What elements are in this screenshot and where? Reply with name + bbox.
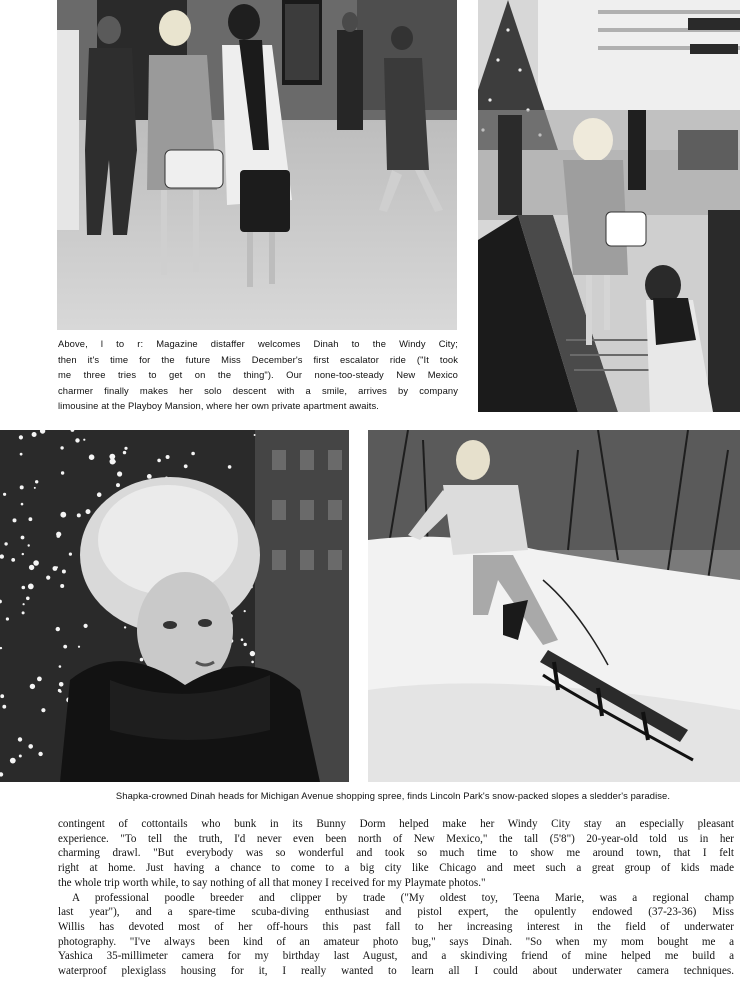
- photo-airport-arrival: [57, 0, 457, 330]
- tree-light: [33, 560, 39, 566]
- tree-light: [20, 453, 23, 456]
- body-line: A professional poodle breeder and clipper by trade ("My oldest toy, Teena Marie, was a regional champ: [72, 891, 734, 904]
- tree-light: [21, 536, 25, 540]
- tree-light: [244, 610, 246, 612]
- body-line: the whole trip worth while, to say nothing of all that money I received for my Playmate photos.": [58, 876, 486, 889]
- tree-light: [97, 492, 102, 497]
- tree-light: [11, 558, 15, 562]
- tree-light: [123, 451, 126, 454]
- tree-light: [83, 439, 85, 441]
- body-line: contingent of cottontails who bunk in its Bunny Dorm helped make her Windy City stay an especially pleasant: [58, 818, 734, 830]
- caption-line: limousine at the Playboy Mansion, where her own private apartment awaits.: [58, 400, 380, 411]
- tree-light: [26, 597, 30, 601]
- tree-light: [63, 645, 67, 649]
- photo-escalator-ride: [478, 0, 740, 412]
- tree-light: [166, 455, 170, 459]
- tree-light: [4, 542, 7, 545]
- tree-light: [30, 684, 35, 689]
- tree-light: [116, 483, 120, 487]
- tree-light: [60, 512, 66, 518]
- tree-light: [140, 658, 144, 662]
- shapka-photo-graphic: [0, 430, 349, 782]
- tree-light: [6, 617, 9, 620]
- tree-light: [37, 677, 42, 682]
- tree-light: [56, 627, 60, 631]
- tree-light: [78, 646, 80, 648]
- tree-light: [244, 643, 247, 646]
- photo-sledding: [368, 430, 740, 782]
- body-line: charming drawl. "But everybody was so wonderful and took so much time to show me around town, that I felt: [58, 847, 734, 860]
- tree-light: [62, 570, 66, 574]
- tree-light: [34, 487, 36, 489]
- tree-light: [0, 694, 4, 698]
- tree-light: [10, 758, 16, 764]
- tree-light: [46, 576, 50, 580]
- photo-shapka-portrait: [0, 430, 349, 782]
- sled-photo-graphic: [368, 430, 740, 782]
- tree-light: [58, 689, 61, 692]
- tree-light: [86, 509, 91, 514]
- tree-light: [124, 447, 127, 450]
- body-line: last year"), and a spare-time scuba-diving enthusiast and pistol expert, the opulently endowed (37-23-36) Miss: [58, 906, 734, 919]
- body-paragraph-1: [58, 817, 734, 891]
- top-photo-caption: [58, 336, 458, 414]
- tree-light: [18, 737, 22, 741]
- escalator-photo-graphic: [478, 0, 740, 412]
- tree-light: [254, 434, 256, 436]
- tree-light: [13, 518, 17, 522]
- tree-light: [60, 446, 63, 449]
- tree-light: [157, 459, 161, 463]
- tree-light: [59, 682, 64, 687]
- tree-light: [109, 454, 115, 460]
- body-line: right at home. Just having a chance to come to a big city like Chicago and meet such a great group of kids made: [58, 862, 734, 875]
- tree-light: [38, 752, 42, 756]
- tree-light: [28, 544, 30, 546]
- tree-light: [28, 584, 34, 590]
- tree-light: [28, 744, 33, 749]
- tree-light: [77, 513, 81, 517]
- tree-light: [19, 435, 23, 439]
- tree-light: [35, 480, 38, 483]
- tree-light: [57, 534, 61, 538]
- tree-light: [228, 465, 232, 469]
- tree-light: [69, 553, 72, 556]
- caption-line: charmer finally makes her solo descent with a smile, arrives by company: [58, 384, 458, 396]
- tree-light: [22, 586, 26, 590]
- tree-light: [20, 485, 24, 489]
- tree-light: [250, 651, 255, 656]
- tree-light: [41, 708, 45, 712]
- tree-light: [2, 705, 6, 709]
- tree-light: [184, 464, 188, 468]
- tree-light: [61, 471, 64, 474]
- article-body: [58, 817, 734, 979]
- tree-light: [29, 565, 34, 570]
- tree-light: [251, 661, 254, 664]
- tree-light: [56, 566, 58, 568]
- airport-photo-graphic: [57, 0, 457, 330]
- tree-light: [32, 432, 37, 437]
- tree-light: [147, 474, 152, 479]
- caption-line: me three tries to get on the thing"). Our none-too-steady New Mexico: [58, 369, 458, 380]
- body-line: photography. "I've always been kind of an amateur photo bug," says Dinah. "So when my mom bought me a: [58, 935, 734, 948]
- tree-light: [191, 452, 195, 456]
- tree-light: [241, 638, 244, 641]
- caption-line: then it's time for the future Miss December's first escalator ride ("It took: [58, 353, 458, 365]
- tree-light: [22, 553, 24, 555]
- caption-line: Above, l to r: Magazine distaffer welcomes Dinah to the Windy City;: [58, 338, 458, 349]
- tree-light: [19, 755, 22, 758]
- tree-light: [59, 665, 62, 668]
- tree-light: [60, 584, 64, 588]
- tree-light: [84, 624, 88, 628]
- body-paragraph-2: [58, 891, 734, 979]
- tree-light: [29, 517, 33, 521]
- tree-light: [75, 438, 79, 442]
- body-line: Willis has devoted most of her off-hours this past fall to her increasing interest in the field of underwater: [58, 920, 734, 933]
- tree-light: [22, 611, 25, 614]
- tree-light: [89, 454, 95, 460]
- body-line: waterproof plexiglass housing for it, I really wanted to learn all I could about underwater camera techniques.: [58, 965, 734, 978]
- tree-light: [21, 503, 24, 506]
- tree-light: [23, 603, 25, 605]
- tree-light: [117, 471, 122, 476]
- tree-light: [3, 493, 6, 496]
- body-line: experience. "To tell the truth, I'd never even been north of New Mexico," the tall (5'8") 20-year-old told us in her: [58, 832, 734, 845]
- body-line: Yashica 35-millimeter camera for my birthday last August, and a skindiving friend of mine helped me build a: [58, 950, 734, 963]
- bottom-photo-caption: Shapka-crowned Dinah heads for Michigan Avenue shopping spree, finds Lincoln Park's snow-packed slopes a sledder's paradise.: [115, 790, 671, 801]
- tree-light: [124, 626, 126, 628]
